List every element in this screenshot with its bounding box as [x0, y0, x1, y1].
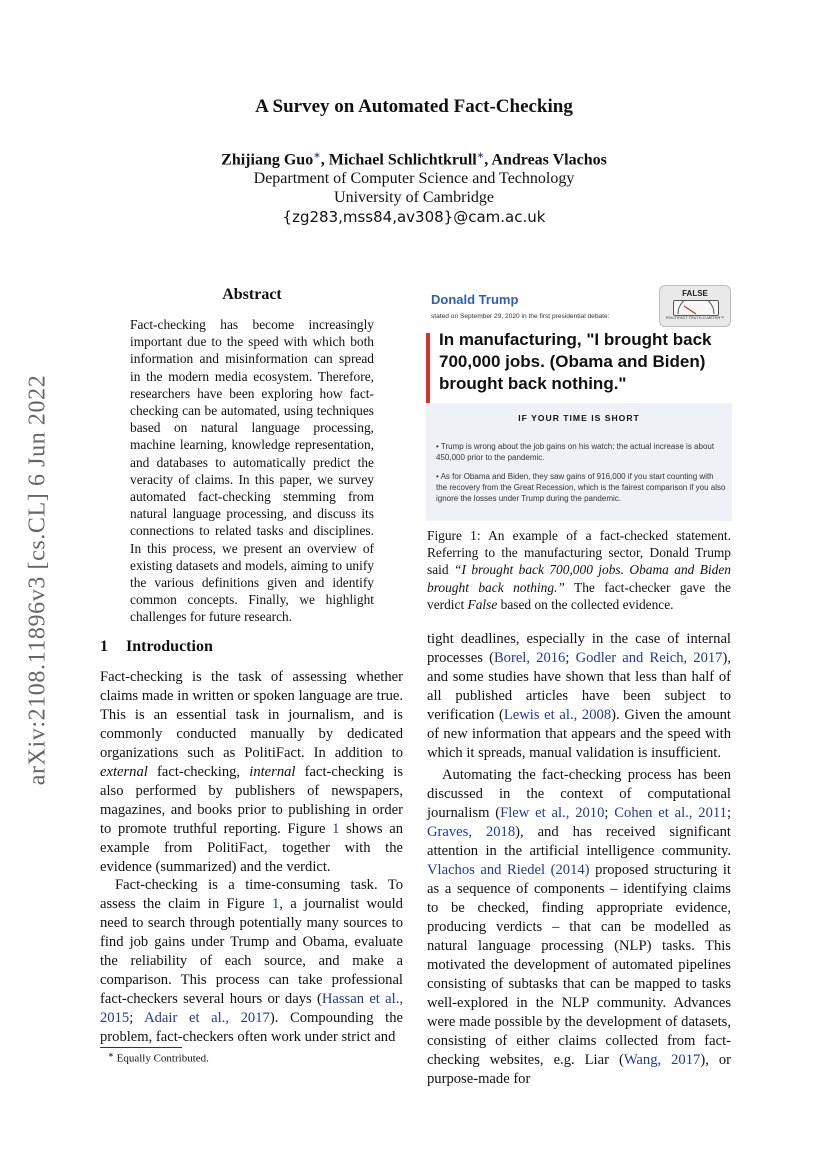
intro-paragraph-2: [100, 876, 403, 1047]
body-text: ). Compounding the problem, fact-checkers often work under strict and: [100, 1010, 403, 1045]
paper-title: A Survey on Automated Fact-Checking: [255, 96, 573, 117]
citation-link[interactable]: Graves, 2018: [427, 824, 516, 840]
body-text: Fact-checking is the task of assessing whether claims made in written or spoken language are true. This is an essential task in journalism, and is commonly conducted manually by dedicated organizations such as PolitiFact. In addition to: [100, 669, 403, 761]
body-text: ), and some studies have shown that less than half of all published articles have been subject to verification (: [427, 650, 731, 723]
citation-link[interactable]: Wang, 2017: [623, 1052, 701, 1068]
caption-text: based on the collected evidence.: [497, 596, 674, 612]
arxiv-id-text: arXiv:2108.11896v3 [cs.CL] 6 Jun 2022: [24, 374, 51, 786]
body-text: ;: [604, 805, 615, 821]
section-title: Introduction: [126, 638, 213, 655]
author-emails: [0, 208, 828, 227]
equal-contribution-mark[interactable]: ∗: [476, 150, 485, 160]
email-text: {zg283,mss84,av308}@cam.ac.uk: [282, 208, 546, 226]
summary-bullet: • As for Obama and Biden, they saw gains of 916,000 if you start counting with the recovery from the Great Recession, which is the fairest comparison if you also ignore the losses under Trump during the pandemic.: [436, 472, 726, 503]
section-heading-introduction: [100, 638, 403, 656]
summary-box: [426, 403, 732, 521]
body-text: ;: [565, 650, 576, 666]
statement-date: stated on September 29, 2020 in the first presidential debate:: [431, 313, 610, 320]
footnote: [108, 1051, 209, 1065]
summary-bullet: • Trump is wrong about the job gains on his watch; the actual increase is about 450,000 prior to the pandemic.: [436, 442, 715, 462]
footnote-mark: ∗: [108, 1051, 114, 1059]
citation-link[interactable]: Godler and Reich, 2017: [575, 650, 723, 666]
body-text: fact-checking,: [147, 764, 250, 780]
author-list: Zhijiang Guo∗, Michael Schlichtkrull∗, Andreas Vlachos: [221, 150, 607, 169]
caption-text: The fact-checker gave the verdict: [427, 579, 731, 612]
figure-reference-link[interactable]: 1: [271, 896, 280, 912]
body-text: ), and has received significant attention in the artificial intelligence community.: [427, 824, 731, 859]
caption-text: An example of a fact-checked statement. Referring to the manufacturing sector, Donald Trump said: [427, 528, 731, 578]
body-text: Fact-checking is a time-consuming task. To assess the claim in Figure: [100, 877, 403, 912]
citation-link[interactable]: Cohen et al., 2011: [614, 805, 727, 821]
intro-paragraph-3: [427, 630, 731, 763]
author-name: Andreas Vlachos: [491, 151, 607, 169]
intro-paragraph-4: [427, 766, 731, 1089]
body-text: ;: [129, 1010, 145, 1026]
emphasis: internal: [249, 764, 296, 780]
abstract-heading: Abstract: [222, 286, 282, 303]
quote-accent-bar: [426, 333, 430, 403]
body-text: shows an example from PolitiFact, together with the evidence (summarized) and the verdict.: [100, 821, 403, 875]
department: Department of Computer Science and Technology: [253, 170, 575, 187]
footnote-rule: [100, 1047, 182, 1048]
body-text: proposed structuring it as a sequence of components – identifying claims to be checked, finding appropriate evidence, producing verdicts – that can be modelled as natural language processing (NLP) tasks. This motivated the development of automated pipelines consisting of subtasks that can be mapped to tasks well-explored in the NLP community. Advances were made possible by the development of datasets, consisting of either claims collected from fact-checking websites, e.g. Liar (: [427, 862, 731, 1068]
footnote-text: Equally Contributed.: [113, 1052, 209, 1065]
meter-brand: POLITIFACT TRUTH-O-METER™: [665, 316, 725, 320]
citation-link[interactable]: Vlachos and Riedel: [427, 862, 546, 878]
truth-o-meter-badge: [659, 285, 731, 327]
section-number: 1: [100, 638, 108, 655]
claim-quote: In manufacturing, "I brought back 700,000 jobs. (Obama and Biden) brought back nothing.": [439, 330, 712, 393]
emphasis: external: [100, 764, 148, 780]
author-name: Zhijiang Guo: [221, 151, 314, 169]
intro-paragraph-1: [100, 668, 403, 877]
summary-heading: IF YOUR TIME IS SHORT: [518, 413, 640, 423]
verdict-label: FALSE: [682, 289, 708, 298]
author-name: Michael Schlichtkrull: [328, 151, 477, 169]
body-text: tight deadlines, especially in the case of internal processes (: [427, 631, 731, 666]
body-text: ;: [726, 805, 731, 821]
equal-contribution-mark[interactable]: ∗: [313, 150, 321, 160]
caption-verdict: False: [467, 596, 498, 612]
body-text: Automating the fact-checking process has been discussed in the context of computational journalism (: [427, 767, 731, 821]
citation-link[interactable]: Hassan et al., 2015: [100, 991, 403, 1026]
body-text: , a journalist would need to search through potentially many sources to find job gains under Trump and Obama, evaluate the reliability of each source, and make a comparison. This process can take professional fact-checkers several hours or days (: [100, 896, 403, 1007]
caption-label: Figure 1:: [427, 528, 481, 543]
citation-link[interactable]: Flew et al., 2010: [500, 805, 605, 821]
body-text: ), or purpose-made for: [427, 1052, 731, 1087]
gauge-needle-icon: [674, 301, 718, 315]
citation-link[interactable]: Adair et al., 2017: [144, 1010, 270, 1026]
arxiv-identifier: [12, 300, 64, 860]
university: University of Cambridge: [334, 189, 494, 206]
figure-1: [426, 285, 732, 521]
citation-link[interactable]: Borel, 2016: [493, 650, 566, 666]
citation-year-link[interactable]: (2014): [550, 862, 590, 878]
figure-caption: [427, 527, 731, 613]
speaker-name: Donald Trump: [431, 292, 519, 307]
caption-quote: “I brought back 700,000 jobs. Obama and Biden brought back nothing.”: [427, 562, 731, 595]
figure-reference-link[interactable]: 1: [332, 821, 340, 837]
abstract-text: Fact-checking has become increasingly important due to the speed with which both information and misinformation can spread in the modern media ecosystem. Therefore, researchers have been exploring how fact-checking can be automated, using techniques based on natural language processing, machine learning, knowledge representation, and databases to automatically predict the veracity of claims. In this paper, we survey automated fact-checking stemming from natural language processing, and discuss its connections to related tasks and disciplines. In this process, we present an overview of existing datasets and models, aiming to unify the various definitions given and identify common concepts. Finally, we highlight challenges for future research.: [130, 317, 374, 625]
body-text: fact-checking is also performed by publishers of newspapers, magazines, and books prior to publishing in order to promote truthful reporting. Figure: [100, 764, 403, 837]
citation-link[interactable]: Lewis et al., 2008: [503, 707, 612, 723]
meter-gauge-icon: [673, 300, 719, 316]
body-text: ). Given the amount of new information that appears and the speed with which it spreads, manual validation is insufficient.: [427, 707, 731, 761]
